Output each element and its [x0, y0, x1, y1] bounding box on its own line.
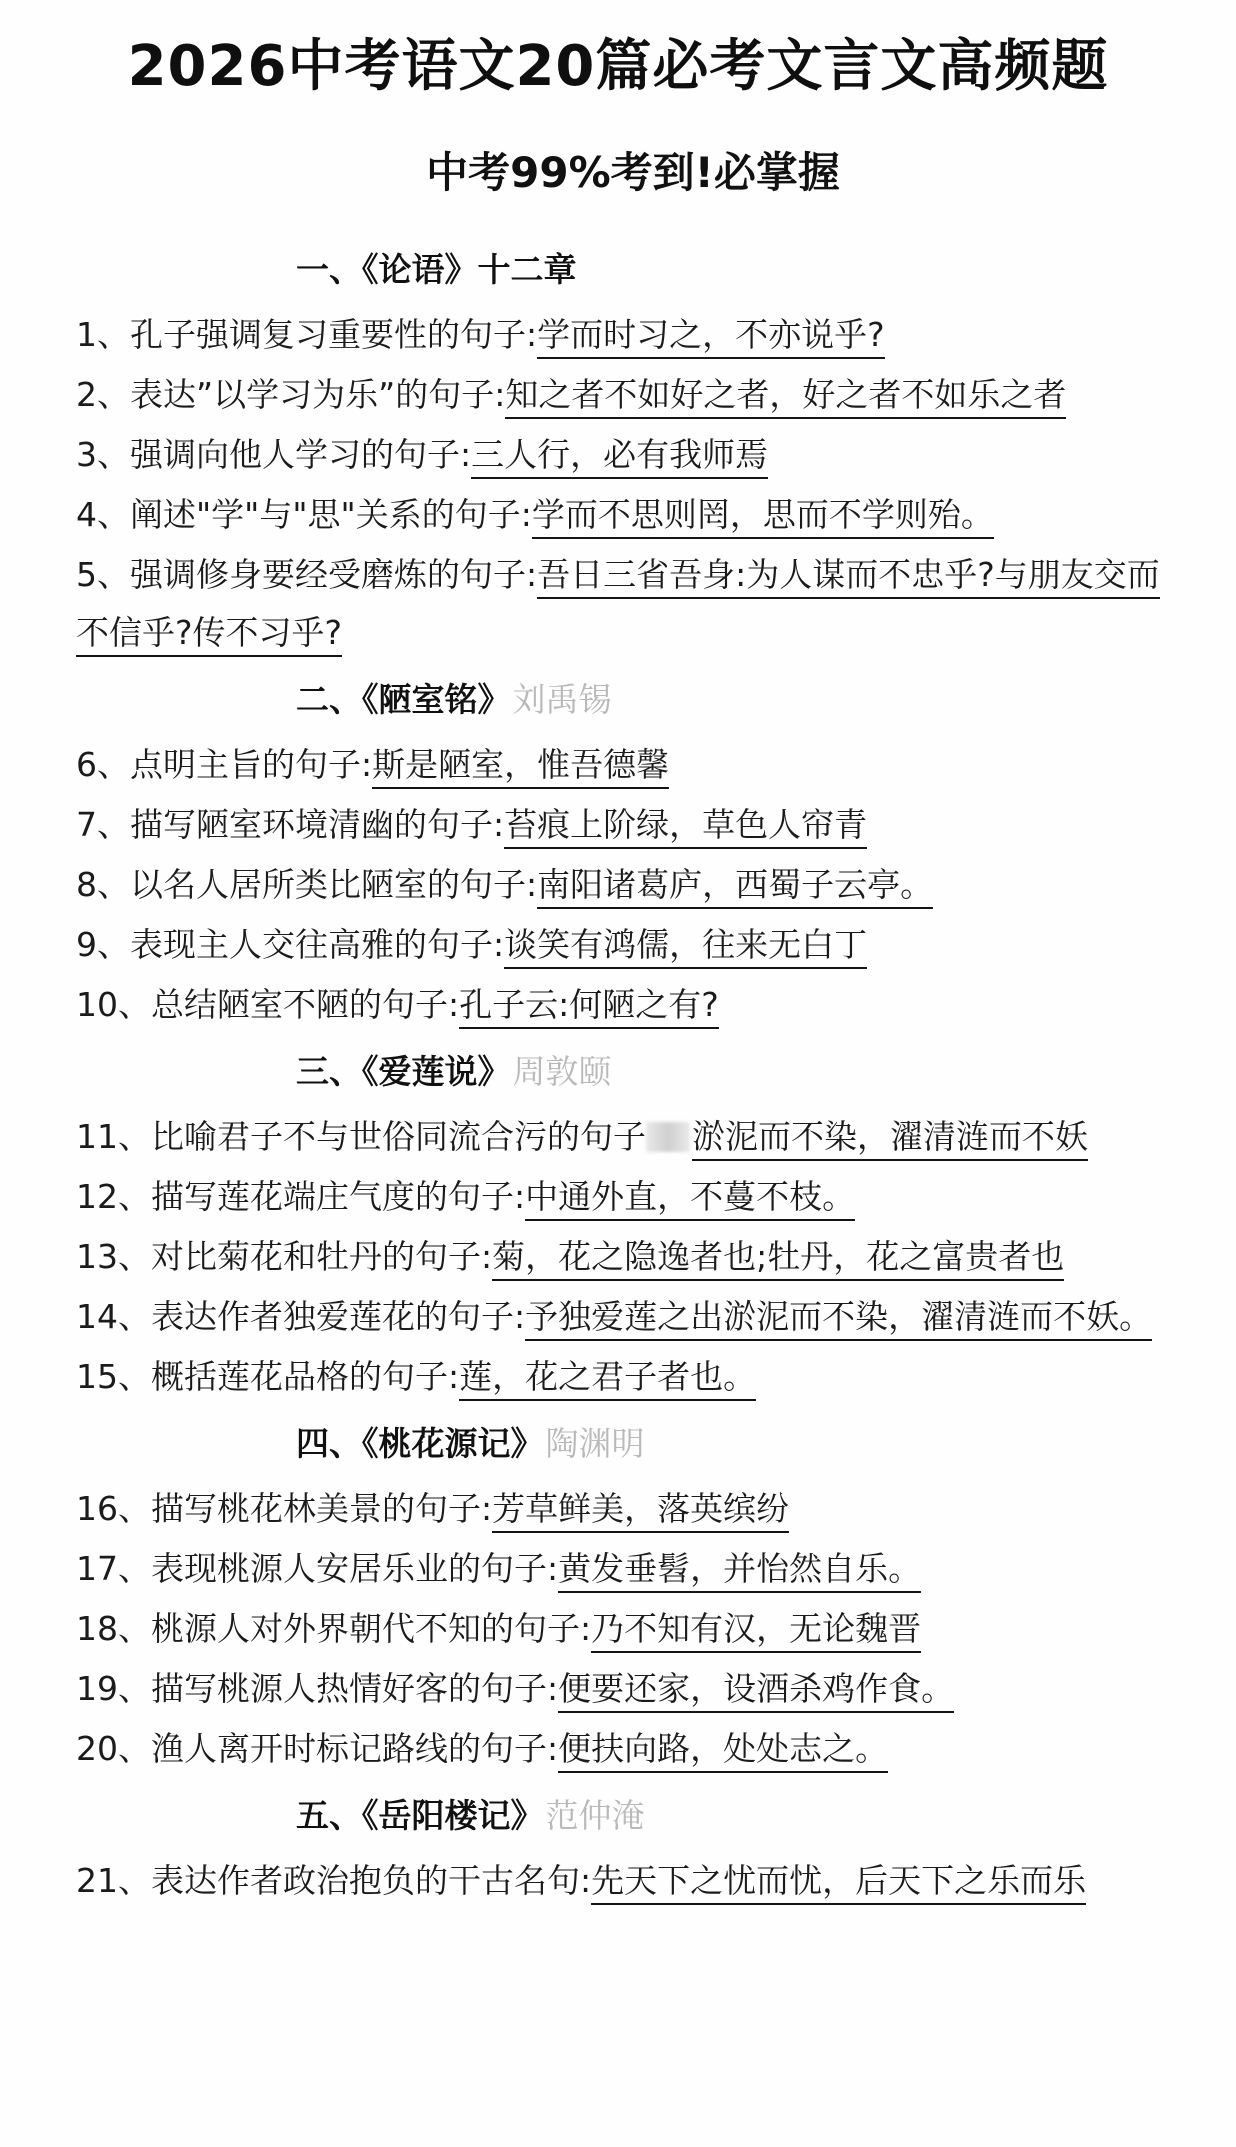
list-item: [76, 736, 1186, 794]
answer-text: 知之者不如好之者，好之者不如乐之者: [505, 375, 1066, 419]
section-heading-loushiming: [76, 664, 1186, 736]
question-text: 3、强调向他人学习的句子:: [76, 435, 472, 474]
question-text: 13、对比菊花和牡丹的句子:: [76, 1237, 493, 1276]
section-title: 三、《爱莲说》: [296, 1052, 511, 1091]
section-author: 周敦颐: [512, 1052, 612, 1091]
list-item: [76, 1288, 1186, 1346]
document-subtitle: 中考99%考到!必掌握: [426, 148, 840, 197]
question-text: 16、描写桃花林美景的句子:: [76, 1489, 493, 1528]
answer-text: 菊，花之隐逸者也;牡丹，花之富贵者也: [492, 1237, 1064, 1281]
answer-text: 三人行，必有我师焉: [471, 435, 768, 479]
section-heading-taohuayuanji: [76, 1408, 1186, 1480]
answer-text: 淤泥而不染，濯清涟而不妖: [692, 1117, 1088, 1161]
list-item: [76, 426, 1186, 484]
question-text: 8、以名人居所类比陋室的句子:: [76, 865, 538, 904]
list-item: [76, 1660, 1186, 1718]
section-author: 刘禹锡: [512, 680, 612, 719]
question-text: 4、阐述"学"与"思"关系的句子:: [76, 495, 532, 534]
answer-text: 乃不知有汉，无论魏晋: [591, 1609, 921, 1653]
question-text: 14、表达作者独爱莲花的句子:: [76, 1297, 526, 1336]
question-text: 9、表现主人交往高雅的句子:: [76, 925, 505, 964]
list-item: [76, 916, 1186, 974]
question-text: 15、概括莲花品格的句子:: [76, 1357, 460, 1396]
section-title: 四、《桃花源记》: [296, 1424, 544, 1463]
question-text: 18、桃源人对外界朝代不知的句子:: [76, 1609, 592, 1648]
answer-text: 吾日三省吾身:为人谋而不忠乎?与朋友交而不信乎?传不习乎?: [76, 555, 1160, 657]
question-text: 7、描写陋室环境清幽的句子:: [76, 805, 505, 844]
question-text: 12、描写莲花端庄气度的句子:: [76, 1177, 526, 1216]
list-item: [76, 856, 1186, 914]
answer-text: 学而不思则罔，思而不学则殆。: [532, 495, 994, 539]
list-item: [76, 1600, 1186, 1658]
list-item: [76, 546, 1186, 662]
answer-text: 莲，花之君子者也。: [459, 1357, 756, 1401]
list-item: [76, 1228, 1186, 1286]
question-text: 2、表达”以学习为乐”的句子:: [76, 375, 506, 414]
answer-text: 黄发垂髫，并怡然自乐。: [558, 1549, 921, 1593]
section-title: 五、《岳阳楼记》: [296, 1796, 544, 1835]
blurred-mark: [646, 1122, 690, 1152]
question-text: 17、表现桃源人安居乐业的句子:: [76, 1549, 559, 1588]
question-list: [76, 234, 1186, 1912]
answer-text: 孔子云:何陋之有?: [459, 985, 719, 1029]
question-text: 6、点明主旨的句子:: [76, 745, 373, 784]
section-title: 二、《陋室铭》: [296, 680, 511, 719]
question-text: 11、比喻君子不与世俗同流合污的句子: [76, 1117, 646, 1156]
list-item: [76, 1540, 1186, 1598]
list-item: [76, 796, 1186, 854]
answer-text: 先天下之忧而忧，后天下之乐而乐: [591, 1861, 1086, 1905]
section-heading-lunyu: [76, 234, 1186, 306]
question-text: 21、表达作者政治抱负的干古名句:: [76, 1861, 592, 1900]
list-item: [76, 306, 1186, 364]
question-text: 10、总结陋室不陋的句子:: [76, 985, 460, 1024]
list-item: [76, 1348, 1186, 1406]
answer-text: 斯是陋室，惟吾德馨: [372, 745, 669, 789]
question-text: 19、描写桃源人热情好客的句子:: [76, 1669, 559, 1708]
answer-text: 便扶向路，处处志之。: [558, 1729, 888, 1773]
list-item: [76, 976, 1186, 1034]
list-item: [76, 1852, 1186, 1910]
section-title: 一、《论语》十二章: [296, 250, 577, 289]
question-text: 20、渔人离开时标记路线的句子:: [76, 1729, 559, 1768]
list-item: [76, 486, 1186, 544]
answer-text: 学而时习之，不亦说乎?: [537, 315, 885, 359]
answer-text: 芳草鲜美，落英缤纷: [492, 1489, 789, 1533]
answer-text: 谈笑有鸿儒，往来无白丁: [504, 925, 867, 969]
section-heading-ailianshuo: [76, 1036, 1186, 1108]
list-item: [76, 366, 1186, 424]
question-text: 1、孔子强调复习重要性的句子:: [76, 315, 538, 354]
answer-text: 便要还家，设酒杀鸡作食。: [558, 1669, 954, 1713]
section-author: 陶渊明: [545, 1424, 645, 1463]
list-item: [76, 1720, 1186, 1778]
answer-text: 苔痕上阶绿，草色人帘青: [504, 805, 867, 849]
document-title: 2026中考语文20篇必考文言文高频题: [127, 34, 1109, 99]
answer-text: 予独爱莲之出淤泥而不染，濯清涟而不妖。: [525, 1297, 1152, 1341]
list-item: [76, 1480, 1186, 1538]
list-item: [76, 1168, 1186, 1226]
section-heading-yueyanglouji: [76, 1780, 1186, 1852]
answer-text: 中通外直，不蔓不枝。: [525, 1177, 855, 1221]
question-text: 5、强调修身要经受磨炼的句子:: [76, 555, 538, 594]
section-author: 范仲淹: [545, 1796, 645, 1835]
list-item: [76, 1108, 1186, 1166]
answer-text: 南阳诸葛庐，西蜀子云亭。: [537, 865, 933, 909]
